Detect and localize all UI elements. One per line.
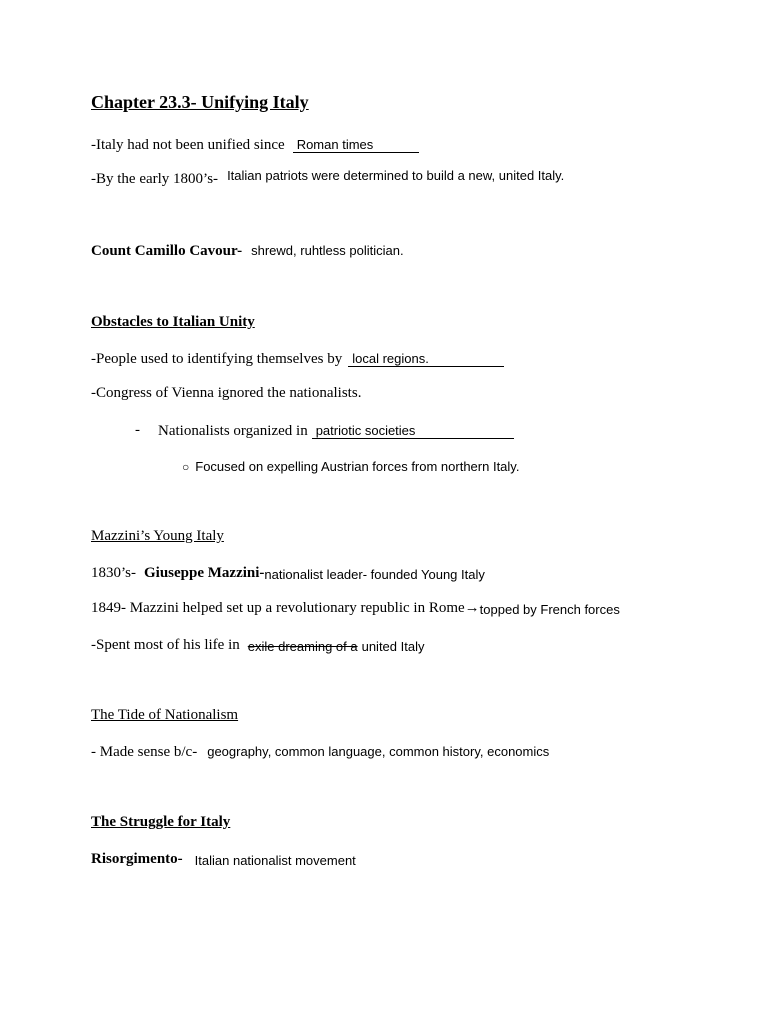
mazzini-line-3-answer-rest: united Italy xyxy=(361,639,425,654)
mazzini-line-3 xyxy=(91,636,424,654)
mazzini-line-2-answer: topped by French forces xyxy=(479,602,620,617)
mazzini-line-1-answer: nationalist leader- founded Young Italy xyxy=(264,567,485,582)
obstacles-item-3-prompt: Nationalists organized in xyxy=(158,423,308,439)
intro-line-2-answer: Italian patriots were determined to build a new, united Italy. xyxy=(227,168,565,183)
tide-line xyxy=(91,743,549,761)
mazzini-line-2-text: 1849- Mazzini helped set up a revolutionary republic in Rome xyxy=(91,600,465,616)
right-arrow-icon: → xyxy=(464,599,480,616)
obstacles-item-1 xyxy=(91,350,504,368)
intro-line-1-prompt: -Italy had not been unified since xyxy=(91,137,285,153)
obstacles-subitem-text: Focused on expelling Austrian forces from northern Italy. xyxy=(195,459,520,474)
cavour-answer: shrewd, ruhtless politician. xyxy=(251,243,404,258)
mazzini-line-1 xyxy=(91,564,485,582)
obstacles-item-1-answer: local regions. xyxy=(348,352,504,367)
mazzini-heading: Mazzini’s Young Italy xyxy=(91,528,224,544)
obstacles-item-1-prompt: -People used to identifying themselves by xyxy=(91,351,343,367)
intro-line-2 xyxy=(91,170,564,188)
mazzini-line-1-date: 1830’s- xyxy=(91,565,136,581)
struggle-label: Risorgimento- xyxy=(91,851,183,867)
intro-line-1-answer: Roman times xyxy=(293,138,419,153)
intro-line-2-prompt: -By the early 1800’s- xyxy=(91,171,219,187)
struggle-heading: The Struggle for Italy xyxy=(91,814,231,830)
obstacles-item-2: -Congress of Vienna ignored the nationalists. xyxy=(91,385,362,401)
cavour-line xyxy=(91,242,404,260)
mazzini-line-3-prompt: -Spent most of his life in xyxy=(91,637,240,653)
tide-heading: The Tide of Nationalism xyxy=(91,707,239,723)
intro-line-1 xyxy=(91,136,419,154)
obstacles-item-3 xyxy=(158,422,514,440)
bullet-icon: ○ xyxy=(182,460,190,474)
mazzini-line-1-name: Giuseppe Mazzini- xyxy=(144,565,265,581)
page-title: Chapter 23.3- Unifying Italy xyxy=(91,92,309,112)
mazzini-line-3-answer-struck: exile dreaming of a xyxy=(247,639,358,654)
obstacles-dash: - xyxy=(135,422,140,438)
struggle-line xyxy=(91,850,356,868)
mazzini-line-2 xyxy=(91,599,620,617)
tide-answer: geography, common language, common history, economics xyxy=(207,744,550,759)
obstacles-heading: Obstacles to Italian Unity xyxy=(91,314,255,330)
obstacles-subitem xyxy=(182,458,519,476)
struggle-answer: Italian nationalist movement xyxy=(194,853,356,868)
obstacles-item-3-answer: patriotic societies xyxy=(312,424,514,439)
cavour-label: Count Camillo Cavour- xyxy=(91,243,243,259)
tide-prompt: - Made sense b/c- xyxy=(91,744,198,760)
